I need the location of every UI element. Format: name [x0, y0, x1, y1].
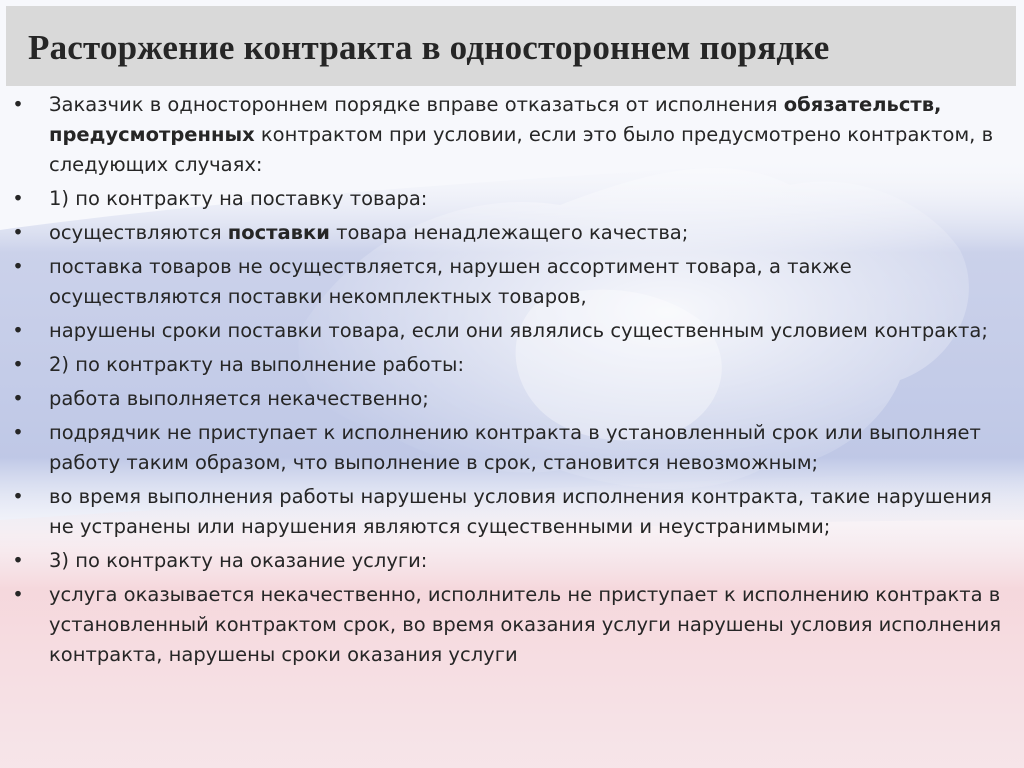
- bullet-item: [8, 252, 1016, 312]
- bullet-marker: •: [12, 421, 24, 444]
- bullet-marker: •: [12, 319, 24, 342]
- bullet-text: [49, 93, 993, 176]
- bullet-text: [49, 221, 688, 244]
- bullet-marker: •: [12, 221, 24, 244]
- bullet-item: [8, 580, 1016, 670]
- bullet-text: [49, 319, 988, 342]
- bullet-item: [8, 218, 1016, 248]
- bullet-text-bold: поставки: [227, 221, 330, 244]
- bullet-item: [8, 316, 1016, 346]
- bullet-text-run: услуга оказывается некачественно, исполнитель не приступает к исполнению контракта в установленный контрактом срок, во время оказания услуги нарушены условия исполнения контракта, нарушены сроки оказания услуги: [49, 583, 1002, 666]
- bullet-item: [8, 90, 1016, 180]
- bullet-marker: •: [12, 187, 24, 210]
- bullet-text: [49, 255, 852, 308]
- bullet-text: [49, 387, 429, 410]
- bullet-text: [49, 485, 992, 538]
- bullet-item: [8, 350, 1016, 380]
- bullet-text-run: 1) по контракту на поставку товара:: [49, 187, 428, 210]
- bullet-text-run: 2) по контракту на выполнение работы:: [49, 353, 465, 376]
- bullet-text-run: подрядчик не приступает к исполнению контракта в установленный срок или выполняет работу таким образом, что выполнение в срок, становится невозможным;: [49, 421, 981, 474]
- slide-title: Расторжение контракта в одностороннем порядке: [28, 28, 830, 67]
- bullet-text-run: нарушены сроки поставки товара, если они являлись существенным условием контракта;: [49, 319, 988, 342]
- bullet-text-run: работа выполняется некачественно;: [49, 387, 429, 410]
- bullet-text-run: 3) по контракту на оказание услуги:: [49, 549, 428, 572]
- bullet-text: [49, 187, 427, 210]
- bullet-text-bold: обязательств, предусмотренных: [49, 93, 942, 146]
- bullet-item: [8, 384, 1016, 414]
- bullet-item: [8, 482, 1016, 542]
- bullet-text-run: поставка товаров не осуществляется, нарушен ассортимент товара, а также осуществляются поставки некомплектных товаров,: [49, 255, 852, 308]
- bullet-item: [8, 418, 1016, 478]
- bullet-text: [49, 421, 981, 474]
- bullet-item: [8, 546, 1016, 576]
- bullet-marker: •: [12, 255, 24, 278]
- bullet-marker: •: [12, 485, 24, 508]
- bullet-item: [8, 184, 1016, 214]
- bullet-marker: •: [12, 549, 24, 572]
- bullet-marker: •: [12, 353, 24, 376]
- bullet-marker: •: [12, 93, 24, 116]
- bullet-text-run: осуществляются: [49, 221, 228, 244]
- bullet-text: [49, 583, 1001, 666]
- bullet-marker: •: [12, 583, 24, 606]
- bullet-text-run: контрактом при условии, если это было предусмотрено контрактом, в следующих случаях:: [49, 123, 994, 176]
- bullet-text-run: товара ненадлежащего качества;: [329, 221, 689, 244]
- bullet-text: [49, 353, 464, 376]
- bullet-marker: •: [12, 387, 24, 410]
- bullet-list: [8, 90, 1016, 674]
- bullet-text: [49, 549, 427, 572]
- title-bar: [6, 6, 1016, 86]
- bullet-text-run: Заказчик в одностороннем порядке вправе отказаться от исполнения: [49, 93, 784, 116]
- bullet-text-run: во время выполнения работы нарушены условия исполнения контракта, такие нарушения не устранены или нарушения являются существенными и неустранимыми;: [49, 485, 992, 538]
